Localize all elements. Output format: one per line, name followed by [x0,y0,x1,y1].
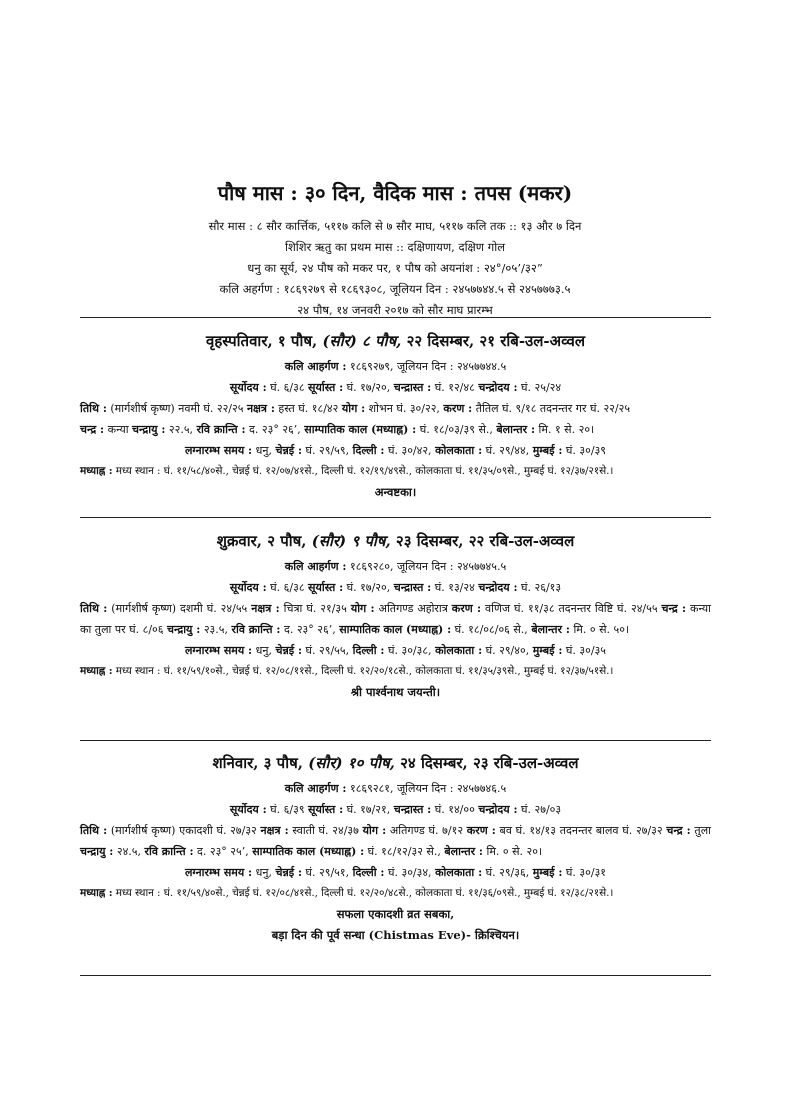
day-entry [80,330,711,503]
panchang-text: तिथि : (मार्गशीर्ष कृष्ण) नवमी घं. २२/२५ नक्षत्र : हस्त घं. १८/४२ योग : शोभन घं. ३०/२२, करण : तैतिल घं. ९/१८ तदनन्तर गर घं. २२/२५ चन्द्र : कन्या चन्द्रायु : २२.५, रवि क्रान्ति : द. २३° २६’, साम्पातिक काल (मध्याह्न) : घं. १८/०३/३९ से., बेलान्तर : मि. १ से. २०। [80,402,631,436]
month-header [80,180,710,321]
madhyahna-line: मध्याह्न : मध्य स्थान : घं. ११/५९/१०से., चेन्नई घं. १२/०८/११से., दिल्ली घं. १२/२०/१८से., कोलकाता घं. ११/३५/३९से., मुम्बई घं. १२/३७/५१से.। [80,665,614,677]
festival-note: बड़ा दिन की पूर्व सन्धा (Chistmas Eve)- क्रिश्चियन। [271,928,520,942]
madhyahna-line: मध्याह्न : मध्य स्थान : घं. ११/५९/४०से., चेन्नई घं. १२/०८/४१से., दिल्ली घं. १२/२०/४८से., कोलकाता घं. ११/३६/०९से., मुम्बई घं. १२/३८/२१से.। [80,887,614,899]
sun-moon-line: सूर्योदय : घं. ६/३८ सूर्यास्त : घं. १७/२०, चन्द्रास्त : घं. १३/२४ चन्द्रोदय : घं. २६/१३ [229,581,562,594]
header-line: कलि अहर्गण : १८६९२७९ से १८६९३०८, जूलियन दिन : २४५७७४४.५ से २४५७७७३.५ [219,282,571,296]
header-line: सौर मास : ८ सौर कार्त्तिक, ५११७ कलि से ७ सौर माघ, ५११७ कलि तक :: १३ और ७ दिन [208,219,582,233]
header-line: धनु का सूर्य, २४ पौष को मकर पर, १ पौष को अयनांश : २४°/०५’/३२” [247,261,543,275]
festival-note: सफला एकादशी व्रत सबका, [336,907,455,921]
panchang-text: तिथि : (मार्गशीर्ष कृष्ण) एकादशी घं. २७/३२ नक्षत्र : स्वाती घं. २४/३७ योग : अतिगण्ड घं. ७/१२ करण : बव घं. १४/१३ तदनन्तर बालव घं. २७/३२ चन्द्र : तुला चन्द्रायु : २४.५, रवि क्रान्ति : द. २३° २५’, साम्पातिक काल (मध्याह्न) : घं. १८/१२/३२ से., बेलान्तर : मि. ० से. २०। [80,824,711,858]
month-title: पौष मास : ३० दिन, वैदिक मास : तपस (मकर) [217,181,573,205]
lagna-line: लग्नारम्भ समय : धनु, चेन्नई : घं. २९/५५, दिल्ली : घं. ३०/३८, कोलकाता : घं. २९/४०, मुम्बई : घं. ३०/३५ [184,644,607,657]
festival-note: श्री पार्श्वनाथ जयन्ती। [350,685,441,699]
kali-line: कलि आहर्गण : १८६९२७९, जूलियन दिन : २४५७७४४.५ [284,360,507,373]
festival-note: अन्वष्टका। [374,485,417,499]
header-line: शिशिर ऋतु का प्रथम मास :: दक्षिणायण, दक्षिण गोल [284,240,506,254]
sun-moon-line: सूर्योदय : घं. ६/३९ सूर्यास्त : घं. १७/२१, चन्द्रास्त : घं. १४/०० चन्द्रोदय : घं. २७/०३ [229,803,562,816]
divider [80,975,711,976]
kali-line: कलि आहर्गण : १८६९२८०, जूलियन दिन : २४५७७४५.५ [284,560,507,573]
day-entry [80,752,711,946]
day-entry [80,530,711,703]
kali-line: कलि आहर्गण : १८६९२८१, जूलियन दिन : २४५७७४६.५ [284,782,507,795]
divider [80,517,711,518]
panchang-text: तिथि : (मार्गशीर्ष कृष्ण) दशमी घं. २४/५५ नक्षत्र : चित्रा घं. २१/३५ योग : अतिगण्ड अहोरात्र करण : वणिज घं. ११/३८ तदनन्तर विष्टि घं. २४/५५ चन्द्र : कन्या का तुला पर घं. ८/०६ चन्द्रायु : २३.५, रवि क्रान्ति : द. २३° २६’, साम्पातिक काल (मध्याह्न) : घं. १८/०८/०६ से., बेलान्तर : मि. ० से. ५०। [80,602,711,636]
divider [80,740,711,741]
day-title: शुक्रवार, २ पौष, (सौर) ९ पौष, २३ दिसम्बर, २२ रबि-उल-अव्वल [216,532,575,550]
lagna-line: लग्नारम्भ समय : धनु, चेन्नई : घं. २९/५९, दिल्ली : घं. ३०/४२, कोलकाता : घं. २९/४४, मुम्बई : घं. ३०/३९ [184,444,607,457]
madhyahna-line: मध्याह्न : मध्य स्थान : घं. ११/५८/४०से., चेन्नई घं. १२/०७/४१से., दिल्ली घं. १२/१९/४९से., कोलकाता घं. ११/३५/०९से., मुम्बई घं. १२/३७/२१से.। [80,465,614,477]
sun-moon-line: सूर्योदय : घं. ६/३८ सूर्यास्त : घं. १७/२०, चन्द्रास्त : घं. १२/४८ चन्द्रोदय : घं. २५/२४ [229,381,562,394]
lagna-line: लग्नारम्भ समय : धनु, चेन्नई : घं. २९/५१, दिल्ली : घं. ३०/३४, कोलकाता : घं. २९/३६, मुम्बई : घं. ३०/३१ [184,866,607,879]
day-title: वृहस्पतिवार, १ पौष, (सौर) ८ पौष, २२ दिसम्बर, २१ रबि-उल-अव्वल [206,332,585,350]
divider [80,317,711,318]
day-title: शनिवार, ३ पौष, (सौर) १० पौष, २४ दिसम्बर, २३ रबि-उल-अव्वल [212,754,579,772]
header-line: २४ पौष, १४ जनवरी २०१७ को सौर माघ प्रारम्भ [297,303,493,317]
